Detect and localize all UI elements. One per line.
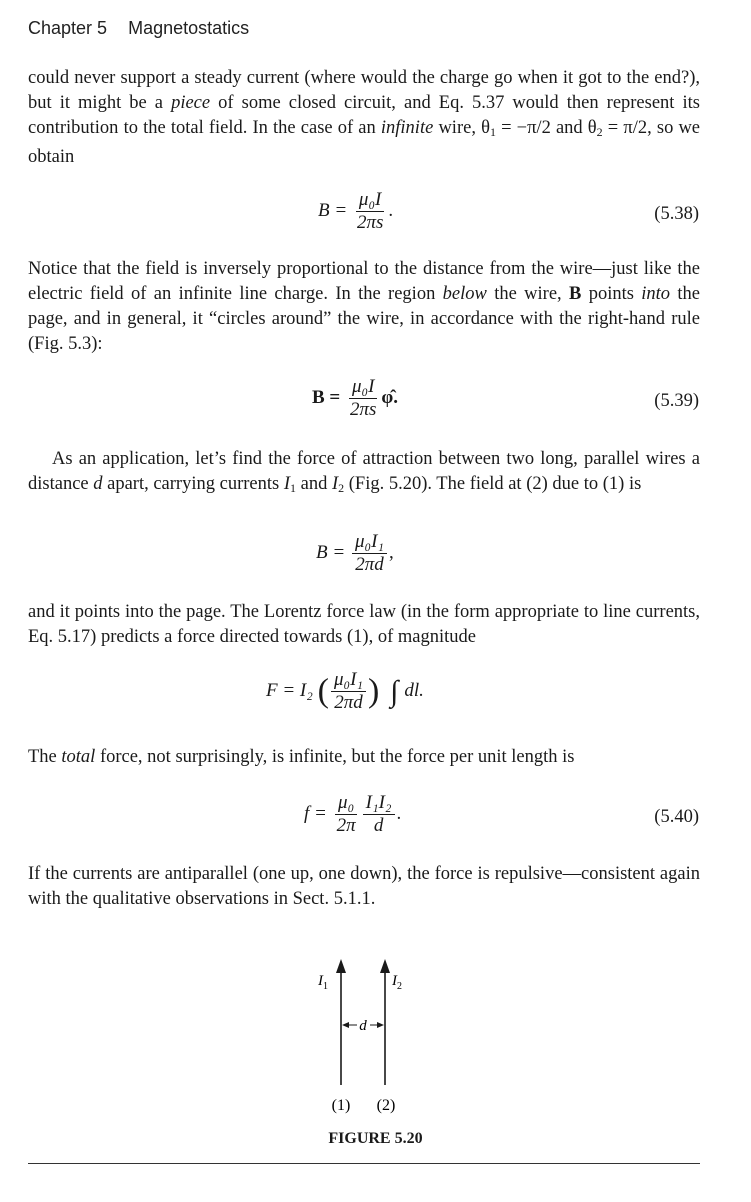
equation-F: F = I₂ ( $\frac{\text{μ₀I₁}}{2\pi d}$ ) ∫ dl. (266, 669, 424, 713)
equation-5-39: B = $\frac{\text{μ₀I}}{2\pi s}$ φ̂. (5.39) (312, 376, 699, 420)
wire-2-label: (2) (376, 1097, 396, 1114)
right-paren: ) (368, 672, 380, 710)
paragraph-6: If the currents are antiparallel (one up, one down), the force is repulsive—consistent again with the qualitative observations in Sect. 5.1.1. (28, 864, 700, 909)
fraction: $\frac{\text{μ₀I₁}}{2\pi d}$ (331, 670, 366, 713)
footer-rule (28, 1163, 700, 1164)
equation-5-38: B = $\frac{\text{μ₀I}}{2\pi s}$ . (5.38) (318, 189, 699, 233)
left-paren: ( (317, 672, 329, 710)
d-arrowhead-right-icon (377, 1022, 384, 1028)
eq-lhs: f = (304, 802, 327, 824)
fraction-2: $\frac{\text{I₁I₂}}{d}$ (363, 793, 395, 836)
paragraph-5: The total force, not surprisingly, is infinite, but the force per unit length is (28, 747, 575, 767)
equation-number: (5.39) (654, 391, 699, 411)
chapter-number: Chapter 5 (28, 18, 108, 38)
eq-lhs: B = (318, 199, 348, 221)
parallel-wires-diagram (300, 955, 430, 1125)
wire-1-arrow-icon (336, 959, 346, 973)
paragraph-3: As an application, let’s find the force of attraction between two long, parallel wires a distance d apart, carrying currents $I_1$ and $I_2$ (Fig. 5.20). The field at (2) due to (1) is (28, 449, 700, 495)
fraction: $\frac{\text{μ₀I₁}}{2\pi d}$ (352, 532, 387, 575)
paragraph-1: could never support a steady current (where would the charge go when it got to the end?), but it might be a piece of some closed circuit, and Eq. 5.37 would then represent its contribution to the total field. In the case of an infinite wire, $\theta_1 = -\pi/2$ and $\theta_2 = \pi/2$, so we obtain (28, 68, 701, 167)
eq-lhs: B = (312, 386, 341, 408)
fraction: $\frac{\text{μ₀I}}{2\pi s}$ (356, 189, 384, 233)
fraction-1: $\frac{\text{μ₀}}{2\pi}$ (336, 792, 356, 836)
equation-5-40: f = $\frac{\text{μ₀}}{2\pi}$ $\frac{\text{I₁I₂}}{d}$ . (5.40) (304, 792, 699, 836)
fraction: $\frac{\text{μ₀I}}{2\pi s}$ (350, 376, 377, 420)
chapter-title: Magnetostatics (128, 18, 250, 38)
paragraph-2: Notice that the field is inversely proportional to the distance from the wire—just like the electric field of an infinite line charge. In the region below the wire, B points into the page, and in general, it “circles around” the wire, in accordance with the right-hand rule (Fig. 5.3): (28, 259, 701, 354)
equation-B: B = $\frac{\text{μ₀I₁}}{2\pi d}$ , (316, 531, 394, 575)
eq-lhs: B = (316, 541, 346, 563)
wire-1-label: (1) (331, 1097, 351, 1114)
equation-number: (5.40) (654, 807, 699, 827)
distance-label: d (359, 1018, 367, 1034)
figure-caption: FIGURE 5.20 (328, 1130, 423, 1147)
equation-number: (5.38) (654, 204, 699, 224)
paragraph-4: and it points into the page. The Lorentz force law (in the form appropriate to line currents, Eq. 5.17) predicts a force directed towards (1), of magnitude (28, 602, 700, 647)
page-header (28, 18, 249, 39)
figure-5-20 (300, 955, 430, 1130)
current-2-label: $I_2$ (392, 973, 402, 992)
d-arrowhead-left-icon (342, 1022, 349, 1028)
wire-2-arrow-icon (380, 959, 390, 973)
current-1-label: $I_1$ (318, 973, 328, 992)
eq-lhs: F = I₂ (266, 679, 313, 701)
integral-sign: ∫ (390, 674, 399, 708)
